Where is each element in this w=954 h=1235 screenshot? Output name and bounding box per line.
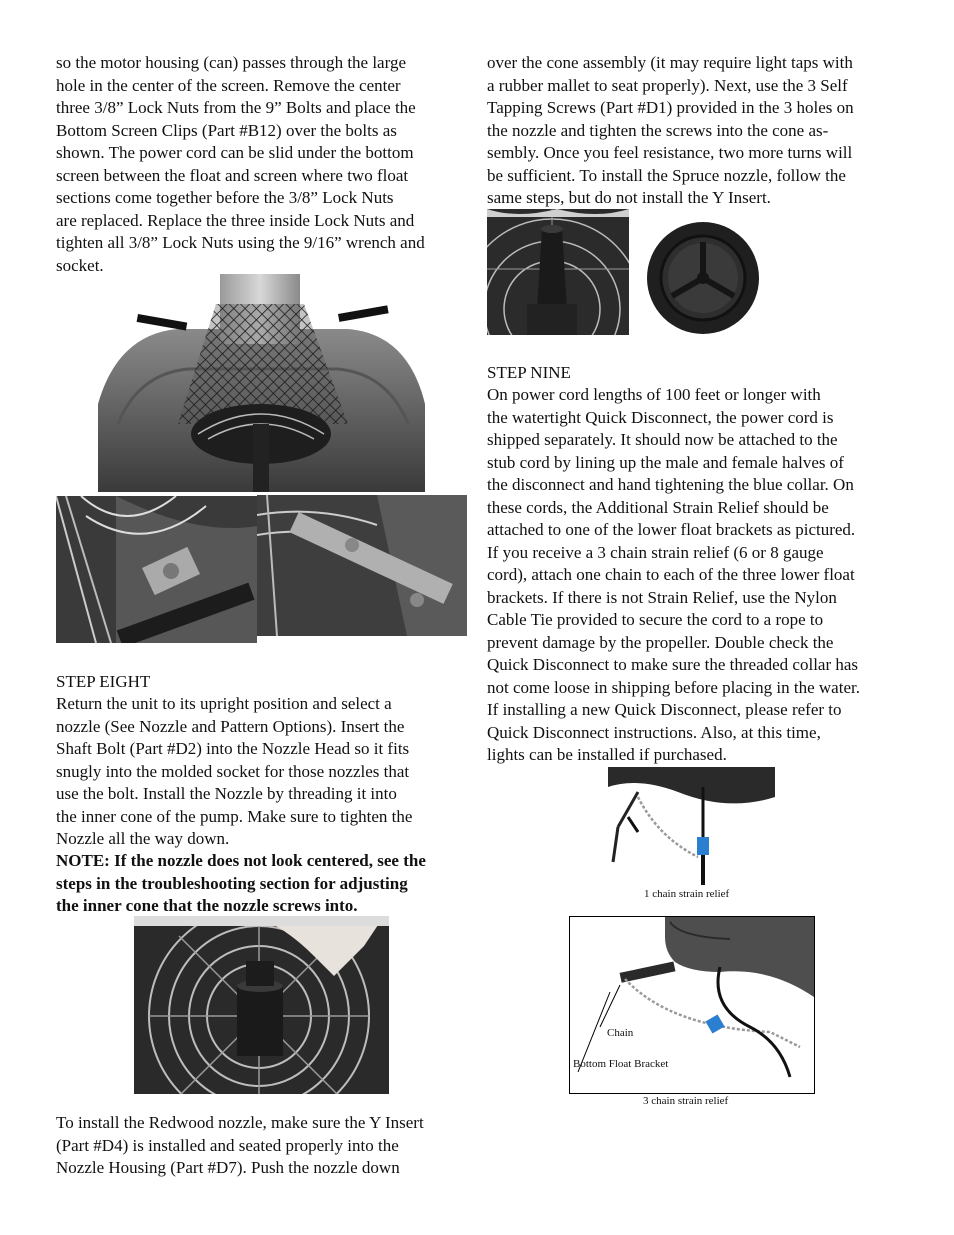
- text-line: a rubber mallet to seat properly). Next, use the 3 Self: [487, 75, 848, 95]
- text-line: are replaced. Replace the three inside Lock Nuts and: [56, 210, 415, 230]
- one-chain-caption: 1 chain strain relief: [644, 888, 730, 900]
- text-line: If installing a new Quick Disconnect, please refer to: [487, 700, 842, 719]
- nozzle-install-photo: [134, 916, 389, 1094]
- text-line: over the cone assembly (it may require light taps with: [487, 53, 853, 72]
- text-line: Bottom Screen Clips (Part #B12) over the bolts as: [56, 120, 397, 140]
- text-line: socket.: [56, 255, 104, 275]
- text-line: Nozzle all the way down.: [56, 829, 230, 848]
- chain-label: Chain: [607, 1027, 634, 1039]
- step-eight-paragraph: [56, 693, 412, 851]
- text-line: same steps, but do not install the Y Insert.: [487, 188, 771, 207]
- text-line: NOTE: If the nozzle does not look centered, see the: [56, 851, 426, 870]
- three-chain-caption: 3 chain strain relief: [643, 1095, 729, 1107]
- text-line: nozzle (See Nozzle and Pattern Options). Insert the: [56, 716, 405, 736]
- text-line: sembly. Once you feel resistance, two more turns will: [487, 143, 853, 162]
- step-nine-paragraph: [487, 384, 860, 767]
- text-line: sections come together before the 3/8” Lock Nuts: [56, 188, 394, 207]
- text-line: the inner cone that the nozzle screws into.: [56, 896, 358, 915]
- text-line: Return the unit to its upright position and select a: [56, 694, 392, 713]
- redwood-paragraph: [56, 1112, 424, 1180]
- step-eight-heading: STEP EIGHT: [56, 672, 151, 691]
- text-line: Nozzle Housing (Part #D7). Push the nozzle down: [56, 1158, 400, 1177]
- text-line: If you receive a 3 chain strain relief (6 or 8 gauge: [487, 542, 824, 562]
- text-line: prevent damage by the propeller. Double check the: [487, 632, 834, 652]
- one-chain-strain-relief-photo: [608, 767, 775, 885]
- text-line: On power cord lengths of 100 feet or longer with: [487, 385, 821, 404]
- text-line: the disconnect and hand tightening the blue collar. On: [487, 475, 854, 494]
- text-line: brackets. If there is not Strain Relief, use the Nylon: [487, 587, 837, 607]
- text-line: snugly into the molded socket for those nozzles that: [56, 761, 410, 781]
- screen-clip-photo-right: [257, 495, 467, 636]
- text-line: Cable Tie provided to secure the cord to a rope to: [487, 610, 824, 629]
- text-line: cord), attach one chain to each of the three lower float: [487, 565, 855, 584]
- text-line: use the bolt. Install the Nozzle by threading it into: [56, 784, 397, 803]
- text-line: tighten all 3/8” Lock Nuts using the 9/16” wrench and: [56, 233, 425, 252]
- float-screen-photo: [98, 274, 425, 492]
- intro-paragraph: [56, 52, 425, 277]
- note-paragraph: [56, 850, 426, 918]
- text-line: screen between the float and screen where two float: [56, 165, 409, 185]
- text-line: be sufficient. To install the Spruce nozzle, follow the: [487, 165, 846, 185]
- text-line: Tapping Screws (Part #D1) provided in the 3 holes on: [487, 98, 854, 117]
- text-line: attached to one of the lower float brackets as pictured.: [487, 520, 856, 539]
- text-line: To install the Redwood nozzle, make sure the Y Insert: [56, 1113, 424, 1132]
- text-line: lights can be installed if purchased.: [487, 745, 727, 764]
- text-line: three 3/8” Lock Nuts from the 9” Bolts and place the: [56, 98, 416, 117]
- bottom-float-bracket-label: Bottom Float Bracket: [573, 1058, 669, 1070]
- text-line: Quick Disconnect instructions. Also, at this time,: [487, 722, 821, 742]
- step-nine-heading: STEP NINE: [487, 363, 571, 382]
- text-line: steps in the troubleshooting section for adjusting: [56, 873, 408, 893]
- screen-clip-photo-left: [56, 496, 257, 643]
- cone-assembly-photo: [487, 209, 629, 335]
- y-insert-nozzle-photo: [641, 220, 771, 342]
- text-line: not come loose in shipping before placing in the water.: [487, 677, 860, 697]
- text-line: (Part #D4) is installed and seated properly into the: [56, 1135, 399, 1155]
- text-line: shown. The power cord can be slid under the bottom: [56, 143, 414, 162]
- text-line: these cords, the Additional Strain Relief should be: [487, 497, 829, 517]
- text-line: the inner cone of the pump. Make sure to tighten the: [56, 806, 413, 826]
- text-line: Quick Disconnect to make sure the threaded collar has: [487, 655, 859, 674]
- text-line: hole in the center of the screen. Remove the center: [56, 75, 401, 95]
- text-line: so the motor housing (can) passes through the large: [56, 53, 407, 72]
- text-line: shipped separately. It should now be attached to the: [487, 430, 838, 449]
- three-chain-strain-relief-frame: [569, 916, 815, 1094]
- cone-paragraph: [487, 52, 854, 210]
- text-line: the watertight Quick Disconnect, the power cord is: [487, 407, 834, 427]
- text-line: Shaft Bolt (Part #D2) into the Nozzle Head so it fits: [56, 739, 410, 758]
- text-line: stub cord by lining up the male and female halves of: [487, 452, 844, 472]
- text-line: the nozzle and tighten the screws into the cone as-: [487, 120, 829, 140]
